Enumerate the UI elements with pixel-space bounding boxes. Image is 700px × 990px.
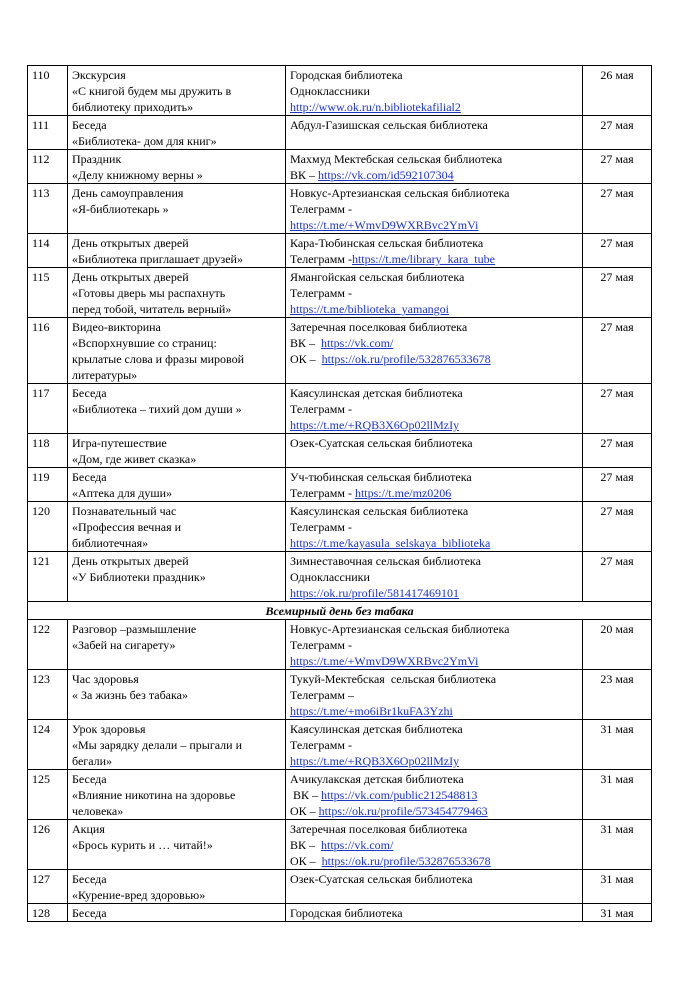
event-date: 27 мая <box>583 116 652 150</box>
link[interactable]: https://t.me/library_kara_tube <box>351 252 495 266</box>
event-date: 27 мая <box>583 150 652 184</box>
table-row <box>28 268 652 318</box>
venue-cell <box>286 150 583 184</box>
venue-cell <box>286 904 583 922</box>
event-line: «Забей на сигарету» <box>72 638 176 652</box>
venue-text: Каясулинская детская библиотека <box>290 722 463 736</box>
venue-text: ОК – <box>290 854 322 868</box>
event-date: 27 мая <box>583 318 652 384</box>
venue-cell <box>286 670 583 720</box>
event-line: Познавательный час <box>72 504 177 518</box>
event-cell <box>68 468 286 502</box>
event-date: 27 мая <box>583 468 652 502</box>
venue-line <box>290 621 578 637</box>
venue-text: Ямангойская сельская библиотека <box>290 270 465 284</box>
row-number: 111 <box>28 116 68 150</box>
venue-text: Ачикулакская детская библиотека <box>290 772 464 786</box>
table-row <box>28 552 652 602</box>
venue-text: Телеграмм – <box>290 688 354 702</box>
venue-cell <box>286 268 583 318</box>
event-line: «Готовы дверь мы распахнуть <box>72 286 226 300</box>
venue-text: Махмуд Мектебская сельская библиотека <box>290 152 503 166</box>
venue-text: Озек-Суатская сельская библиотека <box>290 436 473 450</box>
row-number: 126 <box>28 820 68 870</box>
venue-text: Городская библиотека <box>290 68 403 82</box>
row-number: 113 <box>28 184 68 234</box>
event-cell <box>68 234 286 268</box>
venue-text: Затеречная поселковая библиотека <box>290 822 468 836</box>
venue-line <box>290 771 578 787</box>
event-line: «Аптека для души» <box>72 486 173 500</box>
event-line: День самоуправления <box>72 186 184 200</box>
event-line: Беседа <box>72 118 107 132</box>
venue-text: Абдул-Газишская сельская библиотека <box>290 118 488 132</box>
link[interactable]: http://www.ok.ru/n.bibliotekafilial2 <box>290 100 461 114</box>
event-cell <box>68 904 286 922</box>
event-cell <box>68 434 286 468</box>
event-date: 31 мая <box>583 904 652 922</box>
event-date: 26 мая <box>583 66 652 116</box>
venue-cell <box>286 720 583 770</box>
event-date: 27 мая <box>583 384 652 434</box>
link[interactable]: https://t.me/+WmvD9WXRBvc2YmVi <box>290 654 479 668</box>
venue-cell <box>286 870 583 904</box>
table-row <box>28 66 652 116</box>
link[interactable]: https://ok.ru/profile/532876533678 <box>321 352 491 366</box>
event-line: Игра-путешествие <box>72 436 167 450</box>
row-number: 117 <box>28 384 68 434</box>
link[interactable]: https://t.me/+mo6iBr1kuFA3Yzhi <box>290 704 453 718</box>
venue-line <box>290 217 578 233</box>
event-line: «Курение-вред здоровью» <box>72 888 206 902</box>
table-row <box>28 384 652 434</box>
event-cell <box>68 116 286 150</box>
table-row <box>28 116 652 150</box>
venue-text: Одноклассники <box>290 84 370 98</box>
row-number: 118 <box>28 434 68 468</box>
table-row <box>28 820 652 870</box>
venue-line <box>290 721 578 737</box>
row-number: 123 <box>28 670 68 720</box>
table-row <box>28 720 652 770</box>
venue-line <box>290 301 578 317</box>
event-line: «Вспорхнувшие со страниц: <box>72 336 217 350</box>
event-line: бегали» <box>72 754 113 768</box>
venue-line <box>290 235 578 251</box>
venue-line <box>290 185 578 201</box>
event-date: 27 мая <box>583 434 652 468</box>
link[interactable]: https://t.me/mz0206 <box>354 486 452 500</box>
venue-line <box>290 319 578 335</box>
venue-text: ВК – <box>290 788 322 802</box>
event-cell <box>68 66 286 116</box>
row-number: 122 <box>28 620 68 670</box>
venue-cell <box>286 620 583 670</box>
link[interactable]: https://ok.ru/profile/581417469101 <box>290 586 459 600</box>
venue-line <box>290 737 578 753</box>
venue-line <box>290 151 578 167</box>
event-cell <box>68 150 286 184</box>
venue-text: ВК – <box>290 838 322 852</box>
venue-text: Затеречная поселковая библиотека <box>290 320 468 334</box>
event-line: « За жизнь без табака» <box>72 688 188 702</box>
venue-text: Телеграмм - <box>290 738 352 752</box>
venue-text: Озек-Суатская сельская библиотека <box>290 872 473 886</box>
row-number: 110 <box>28 66 68 116</box>
venue-line <box>290 285 578 301</box>
event-date: 27 мая <box>583 552 652 602</box>
venue-text: Телеграмм - <box>290 486 355 500</box>
link[interactable]: https://ok.ru/profile/532876533678 <box>321 854 491 868</box>
venue-line <box>290 503 578 519</box>
venue-cell <box>286 820 583 870</box>
event-line: литературы» <box>72 368 138 382</box>
event-line: «Влияние никотина на здоровье <box>72 788 236 802</box>
event-line: «Профессия вечная и <box>72 520 182 534</box>
event-line: «Я-библиотекарь » <box>72 202 169 216</box>
row-number: 125 <box>28 770 68 820</box>
link[interactable]: https://t.me/+RQB3X6Op02llMzIy <box>290 754 460 768</box>
row-number: 116 <box>28 318 68 384</box>
table-row <box>28 318 652 384</box>
event-line: День открытых дверей <box>72 554 189 568</box>
venue-line <box>290 871 578 887</box>
event-cell <box>68 318 286 384</box>
table-row <box>28 434 652 468</box>
link[interactable]: https://vk.com/id592107304 <box>318 168 454 182</box>
event-line: человека» <box>72 804 124 818</box>
venue-text: Телеграмм - <box>290 402 352 416</box>
event-line: Беседа <box>72 872 107 886</box>
link[interactable]: https://vk.com/ <box>321 336 394 350</box>
event-line: «Мы зарядку делали – прыгали и <box>72 738 243 752</box>
venue-line <box>290 351 578 367</box>
venue-line <box>290 335 578 351</box>
venue-text: Кара-Тюбинская сельская библиотека <box>290 236 484 250</box>
venue-line <box>290 821 578 837</box>
event-date: 27 мая <box>583 502 652 552</box>
venue-line <box>290 553 578 569</box>
venue-line <box>290 99 578 115</box>
section-title: Всемирный день без табака <box>28 602 652 620</box>
venue-cell <box>286 66 583 116</box>
table-row <box>28 904 652 922</box>
event-cell <box>68 670 286 720</box>
link[interactable]: https://t.me/+RQB3X6Op02llMzIy <box>290 418 460 432</box>
venue-cell <box>286 552 583 602</box>
row-number: 115 <box>28 268 68 318</box>
event-cell <box>68 552 286 602</box>
venue-text: Телеграмм - <box>290 202 352 216</box>
venue-text: Телеграмм - <box>290 520 352 534</box>
event-date: 27 мая <box>583 184 652 234</box>
event-line: Беседа <box>72 772 107 786</box>
venue-line <box>290 67 578 83</box>
venue-text: Зимнеставочная сельская библиотека <box>290 554 481 568</box>
venue-line <box>290 469 578 485</box>
venue-line <box>290 703 578 719</box>
event-line: «Библиотека- дом для книг» <box>72 134 217 148</box>
event-cell <box>68 820 286 870</box>
venue-text: Городская библиотека <box>290 906 403 920</box>
row-number: 128 <box>28 904 68 922</box>
venue-line <box>290 485 578 501</box>
venue-line <box>290 269 578 285</box>
row-number: 120 <box>28 502 68 552</box>
event-line: «Брось курить и … читай!» <box>72 838 213 852</box>
event-line: Праздник <box>72 152 122 166</box>
venue-text: Каясулинская сельская библиотека <box>290 504 469 518</box>
event-date: 20 мая <box>583 620 652 670</box>
venue-line <box>290 787 578 803</box>
venue-cell <box>286 502 583 552</box>
venue-line <box>290 251 578 267</box>
venue-line <box>290 637 578 653</box>
venue-line <box>290 401 578 417</box>
link[interactable]: https://vk.com/ <box>321 838 394 852</box>
venue-cell <box>286 184 583 234</box>
venue-line <box>290 753 578 769</box>
event-line: Беседа <box>72 386 107 400</box>
event-line: «У Библиотеки праздник» <box>72 570 206 584</box>
venue-line <box>290 653 578 669</box>
venue-text: ОК – <box>290 804 319 818</box>
venue-line <box>290 167 578 183</box>
venue-text: Тукуй-Мектебская сельская библиотека <box>290 672 497 686</box>
venue-text: Одноклассники <box>290 570 370 584</box>
event-line: Разговор –размышление <box>72 622 197 636</box>
section-row <box>28 602 652 620</box>
event-date: 27 мая <box>583 268 652 318</box>
venue-line <box>290 569 578 585</box>
row-number: 112 <box>28 150 68 184</box>
venue-text: Новкус-Артезианская сельская библиотека <box>290 622 510 636</box>
event-cell <box>68 620 286 670</box>
event-line: Видео-викторина <box>72 320 161 334</box>
row-number: 121 <box>28 552 68 602</box>
event-line: библиотеку приходить» <box>72 100 194 114</box>
venue-cell <box>286 434 583 468</box>
venue-cell <box>286 770 583 820</box>
event-date: 23 мая <box>583 670 652 720</box>
venue-text: Телеграмм - <box>290 286 352 300</box>
event-cell <box>68 770 286 820</box>
venue-text: Каясулинская детская библиотека <box>290 386 463 400</box>
venue-text: ОК – <box>290 352 322 366</box>
table-row <box>28 620 652 670</box>
events-table <box>27 65 652 922</box>
venue-text: ВК – <box>290 168 319 182</box>
event-line: Беседа <box>72 470 107 484</box>
event-date: 31 мая <box>583 720 652 770</box>
venue-line <box>290 535 578 551</box>
row-number: 127 <box>28 870 68 904</box>
event-cell <box>68 502 286 552</box>
venue-cell <box>286 384 583 434</box>
venue-cell <box>286 468 583 502</box>
link[interactable]: https://t.me/kayasula_selskaya_biblioteka <box>290 536 491 550</box>
venue-cell <box>286 318 583 384</box>
venue-text: Телеграмм - <box>290 638 352 652</box>
venue-line <box>290 117 578 133</box>
venue-line <box>290 905 578 921</box>
venue-line <box>290 687 578 703</box>
event-line: крылатые слова и фразы мировой <box>72 352 245 366</box>
venue-cell <box>286 116 583 150</box>
table-row <box>28 234 652 268</box>
row-number: 114 <box>28 234 68 268</box>
event-cell <box>68 268 286 318</box>
venue-text: Телеграмм - <box>290 252 352 266</box>
table-row <box>28 770 652 820</box>
venue-line <box>290 435 578 451</box>
venue-line <box>290 585 578 601</box>
event-line: библиотечная» <box>72 536 149 550</box>
event-line: День открытых дверей <box>72 270 189 284</box>
venue-line <box>290 83 578 99</box>
venue-line <box>290 803 578 819</box>
event-line: Беседа <box>72 906 107 920</box>
table-row <box>28 184 652 234</box>
event-line: Час здоровья <box>72 672 139 686</box>
table-row <box>28 670 652 720</box>
venue-line <box>290 519 578 535</box>
event-cell <box>68 184 286 234</box>
link[interactable]: https://t.me/biblioteka_yamangoi <box>290 302 449 316</box>
venue-line <box>290 853 578 869</box>
event-line: «Библиотека приглашает друзей» <box>72 252 243 266</box>
event-line: День открытых дверей <box>72 236 189 250</box>
event-line: «Дом, где живет сказка» <box>72 452 197 466</box>
row-number: 119 <box>28 468 68 502</box>
event-line: «Делу книжному верны » <box>72 168 203 182</box>
event-cell <box>68 720 286 770</box>
event-cell <box>68 870 286 904</box>
event-line: Урок здоровья <box>72 722 146 736</box>
table-row <box>28 502 652 552</box>
event-date: 27 мая <box>583 234 652 268</box>
event-line: «Библиотека – тихий дом души » <box>72 402 242 416</box>
link[interactable]: https://vk.com/public212548813 <box>321 788 478 802</box>
venue-text: ВК – <box>290 336 322 350</box>
venue-line <box>290 671 578 687</box>
venue-line <box>290 837 578 853</box>
venue-line <box>290 385 578 401</box>
row-number: 124 <box>28 720 68 770</box>
table-row <box>28 468 652 502</box>
link[interactable]: https://ok.ru/profile/573454779463 <box>318 804 488 818</box>
event-line: Экскурсия <box>72 68 126 82</box>
venue-cell <box>286 234 583 268</box>
venue-line <box>290 417 578 433</box>
table-row <box>28 150 652 184</box>
event-line: «С книгой будем мы дружить в <box>72 84 232 98</box>
table-row <box>28 870 652 904</box>
event-line: перед тобой, читатель верный» <box>72 302 232 316</box>
link[interactable]: https://t.me/+WmvD9WXRBvc2YmVi <box>290 218 479 232</box>
venue-text: Уч-тюбинская сельская библиотека <box>290 470 472 484</box>
event-date: 31 мая <box>583 820 652 870</box>
event-date: 31 мая <box>583 870 652 904</box>
event-cell <box>68 384 286 434</box>
event-line: Акция <box>72 822 105 836</box>
event-date: 31 мая <box>583 770 652 820</box>
venue-text: Новкус-Артезианская сельская библиотека <box>290 186 510 200</box>
venue-line <box>290 201 578 217</box>
